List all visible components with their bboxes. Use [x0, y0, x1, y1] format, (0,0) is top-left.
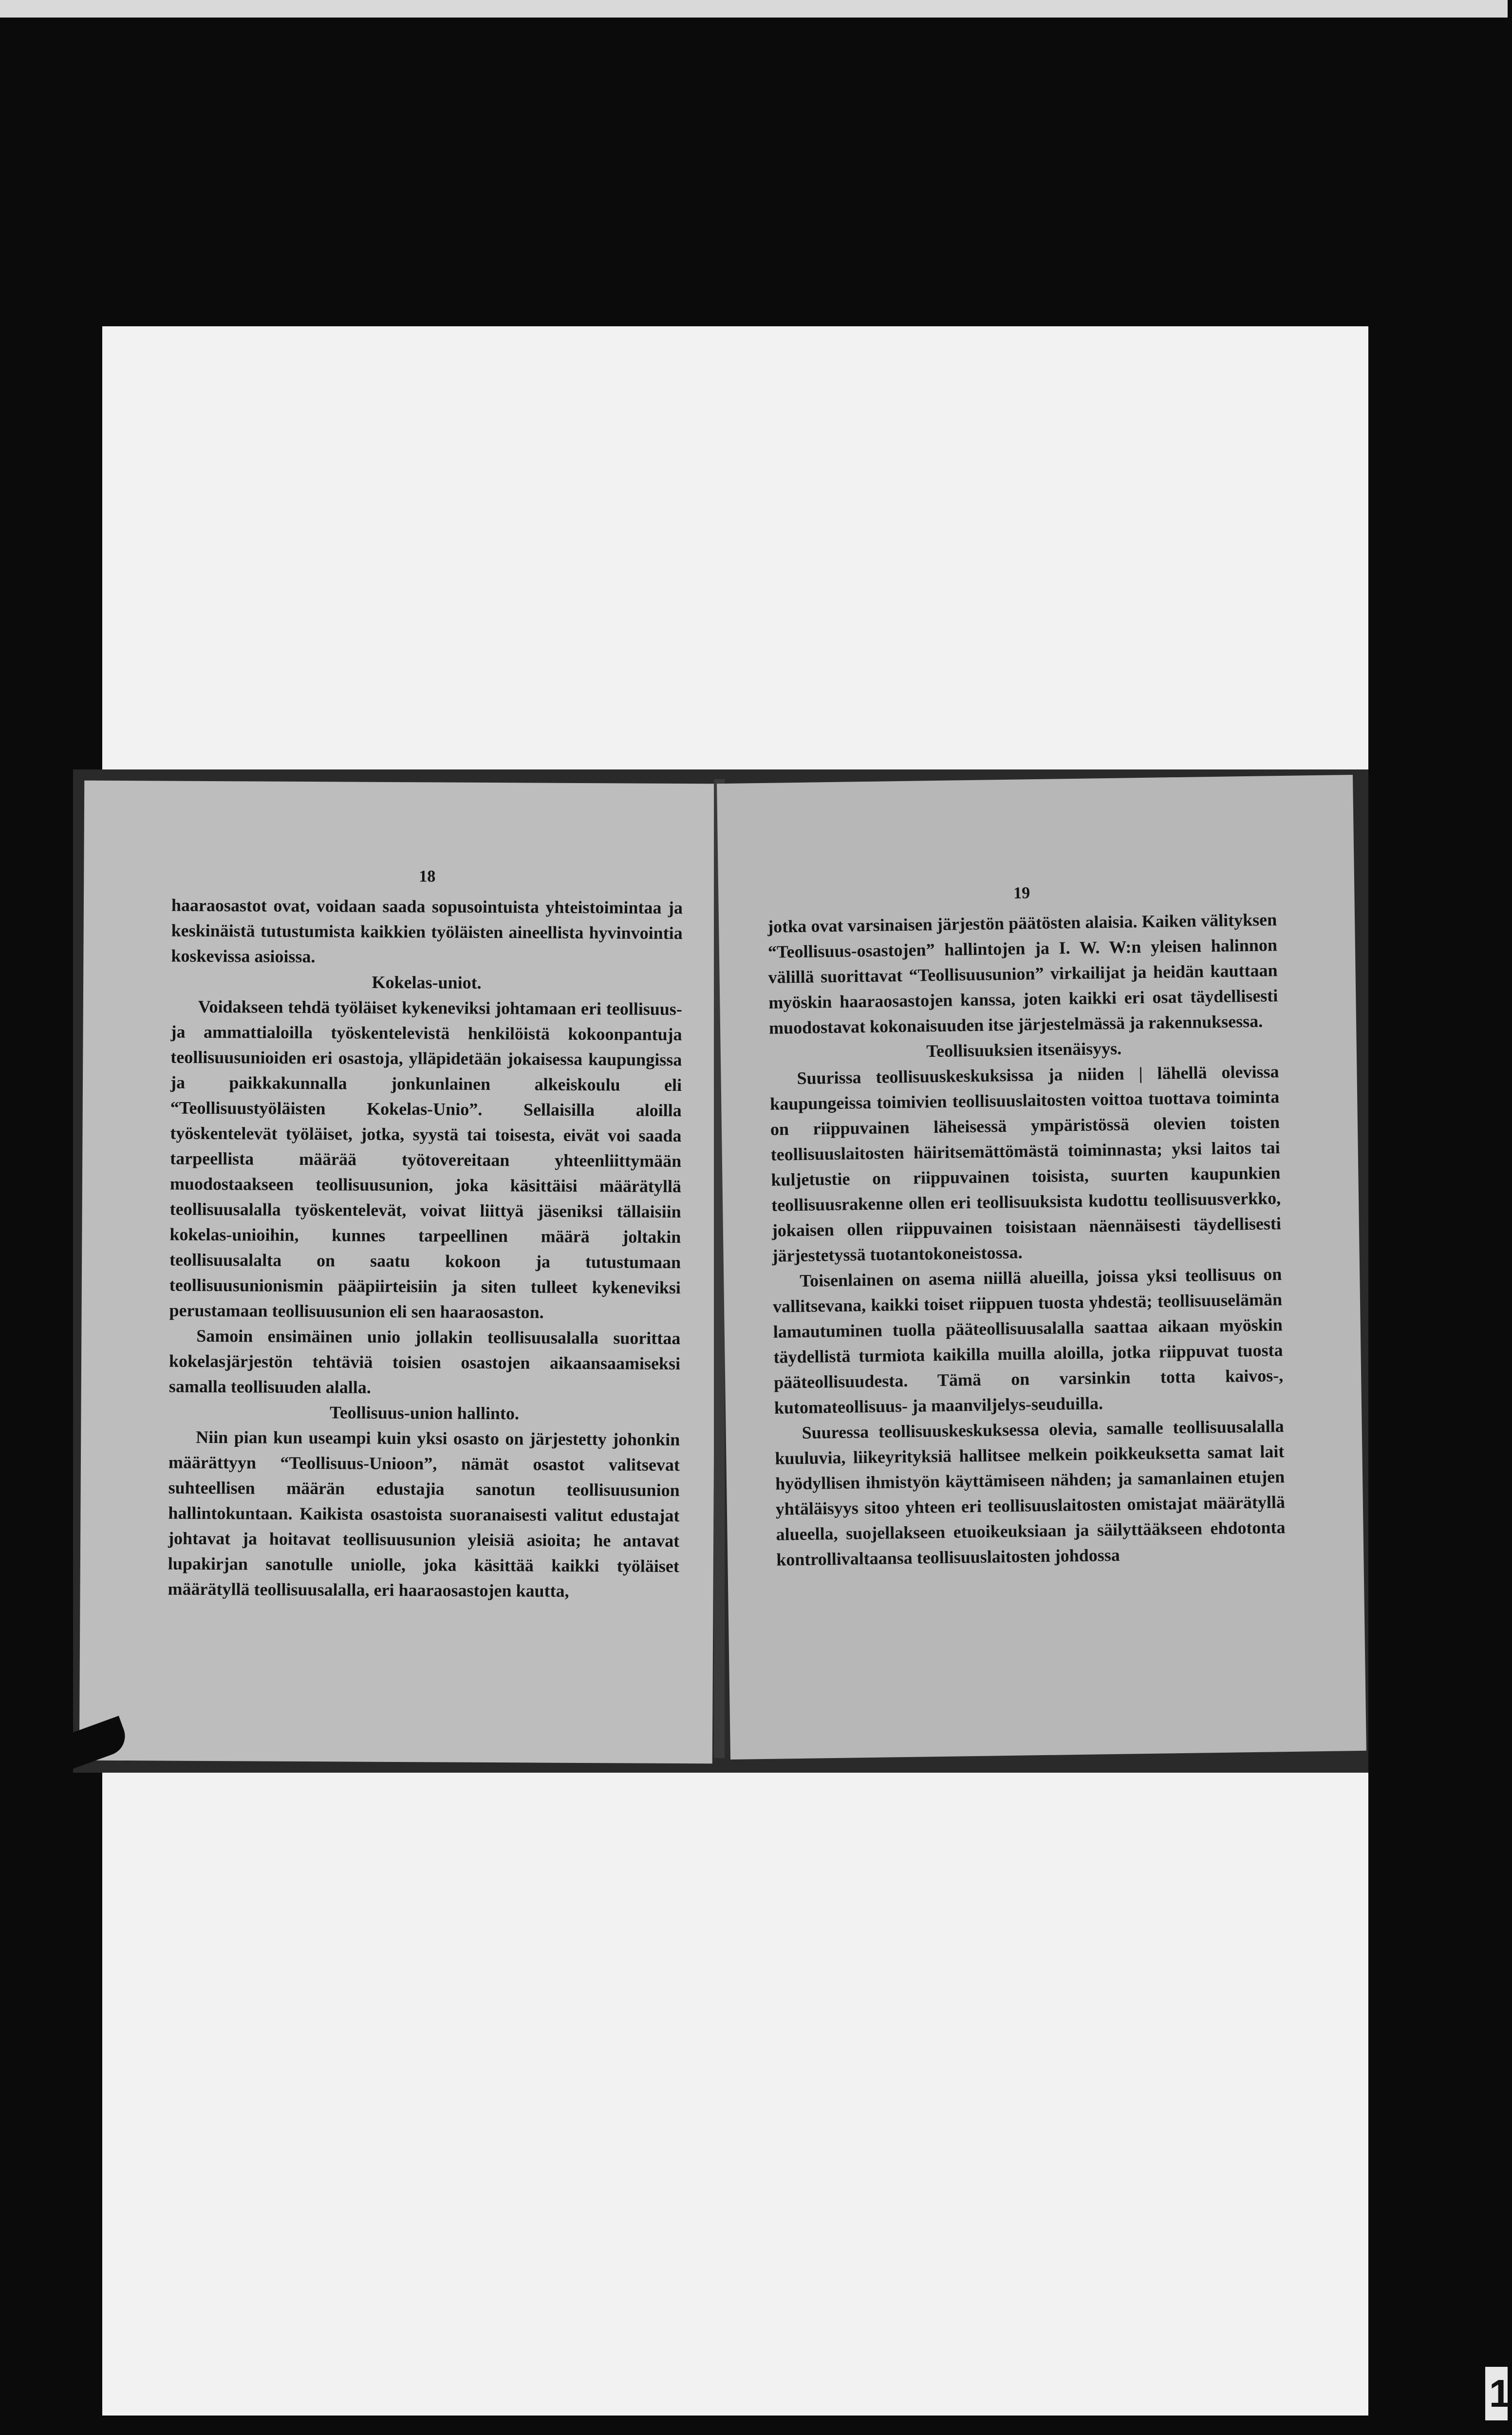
paragraph: haaraosastot ovat, voidaan saada sopusointuista yhteistoimintaa ja keskinäistä tutustumista kaikkien työläisten aineellista hyvinvointia koskevissa asioissa.: [171, 895, 683, 967]
paragraph: Toisenlainen on asema niillä alueilla, joissa yksi teollisuus on vallitsevana, kaikki toiset riippuen tuosta yhdestä; teollisuuselämän lamautuminen tuolla pääteollisuusalalla saattaa aikaan myöskin täydellistä turmiota kaikilla muilla aloilla, jotka riippuvat tuosta pääteollisuudesta. Tämä on varsinkin totta kaivos-, kutomateollisuus- ja maanviljelys-seuduilla.: [772, 1264, 1284, 1418]
paragraph: Suurissa teollisuuskeskuksissa ja niiden | lähellä olevissa kaupungeissa toimivien teollisuuslaitosten voittoa tuottava toiminta on riippuvainen läheisessä ympäristössä olevien toisten teollisuuslaitosten häiritsemättömästä toiminnasta; yksi laitos tai kuljetustie on riippuvainen toisista, suurten kaupunkien teollisuusrakenne ollen eri teollisuuksista kudottu teollisuusverkko, jokaisen ollen riippuvainen toisistaan näennäisesti täydellisesti järjestetyssä tuotantokoneistossa.: [769, 1062, 1282, 1266]
left-page-body: [168, 893, 683, 1604]
paragraph: Suuressa teollisuuskeskuksessa olevia, samalle teollisuusalalla kuuluvia, liikeyrityksiä hallitsee melkein poikkeuksetta samat lait hyödyllisen ihmistyön käyttämiseen nähden; ja samanlainen etujen yhtäläisyys sitoo yhteen eri teollisuuslaitosten omistajat määrätyllä alueella, suojellakseen etuoikeuksiaan ja säilyttääkseen ehdotonta kontrollivaltaansa teollisuuslaitosten johdossa: [775, 1416, 1286, 1570]
section-heading: Kokelas-uniot.: [372, 972, 482, 993]
right-page: [717, 775, 1366, 1760]
paragraph: Samoin ensimäinen unio jollakin teollisuusalalla suorittaa kokelasjärjestön tehtäviä toisien osastojen aikaansaamiseksi samalla teollisuuden alalla.: [168, 1326, 681, 1397]
section-heading: Teollisuus-union hallinto.: [329, 1403, 520, 1424]
film-top-strip: [0, 0, 1508, 18]
edge-mark: 1: [1485, 2367, 1508, 2420]
right-page-body: [767, 907, 1286, 1572]
left-page: [79, 781, 718, 1764]
paragraph: jotka ovat varsinaisen järjestön päätösten alaisia. Kaiken välityksen “Teollisuus-osastojen” hallintojen ja I. W. W:n yleisen halinnon välillä suorittavat “Teollisuusunion” virkailijat ja heidän kauttaan myöskin haaraosastojen kanssa, joten kaikki eri osat täydellisesti muodostavat kokonaisuuden itse järjestelmässä ja rakennuksessa.: [767, 910, 1278, 1038]
paragraph: Niin pian kun useampi kuin yksi osasto on järjestetty johonkin määrättyyn “Teollisuus-Unioon”, nämät osastot valitsevat suhteellisen määrän edustajia sanotun teollisuusunion hallintokuntaan. Kaikista osastoista suoranaisesti valitut edustajat johtavat ja hoitavat teollisuusunion yleisiä asioita; he antavat lupakirjan sanotulle uniolle, joka käsittää kaikki työläiset määrätyllä teollisuusalalla, eri haaraosastojen kautta,: [168, 1427, 680, 1601]
paragraph: Voidakseen tehdä työläiset kykeneviksi johtamaan eri teollisuus- ja ammattialoilla työskentelevistä henkilöistä kokoonpantuja teollisuusunioiden eri osastoja, ylläpidetään jokaisessa kaupungissa ja paikkakunnalla jonkunlainen alkeiskoulu eli “Teollisuustyöläisten Kokelas-Unio”. Sellaisilla aloilla työskentelevät työläiset, jotka, syystä tai toisesta, eivät voi saada tarpeellista määrää työtovereitaan yhteenliittymään muodostaakseen teollisuusunion, joka käsittäisi määrätyllä teollisuusalalla työskentelevät, voivat liittyä jäseniksi tällaisiin kokelas-unioihin, kunnes tarpeellinen määrä joltakin teollisuusalalta on saatu kokoon ja tutustumaan teollisuusunionismin pääpiirteisiin ja siten tulleet kykeneviksi perustamaan teollisuusunion eli sen haaraosaston.: [169, 996, 682, 1322]
left-page-number: 18: [419, 867, 436, 886]
section-heading: Teollisuuksien itsenäisyys.: [926, 1038, 1122, 1061]
right-page-number: 19: [1013, 884, 1030, 902]
